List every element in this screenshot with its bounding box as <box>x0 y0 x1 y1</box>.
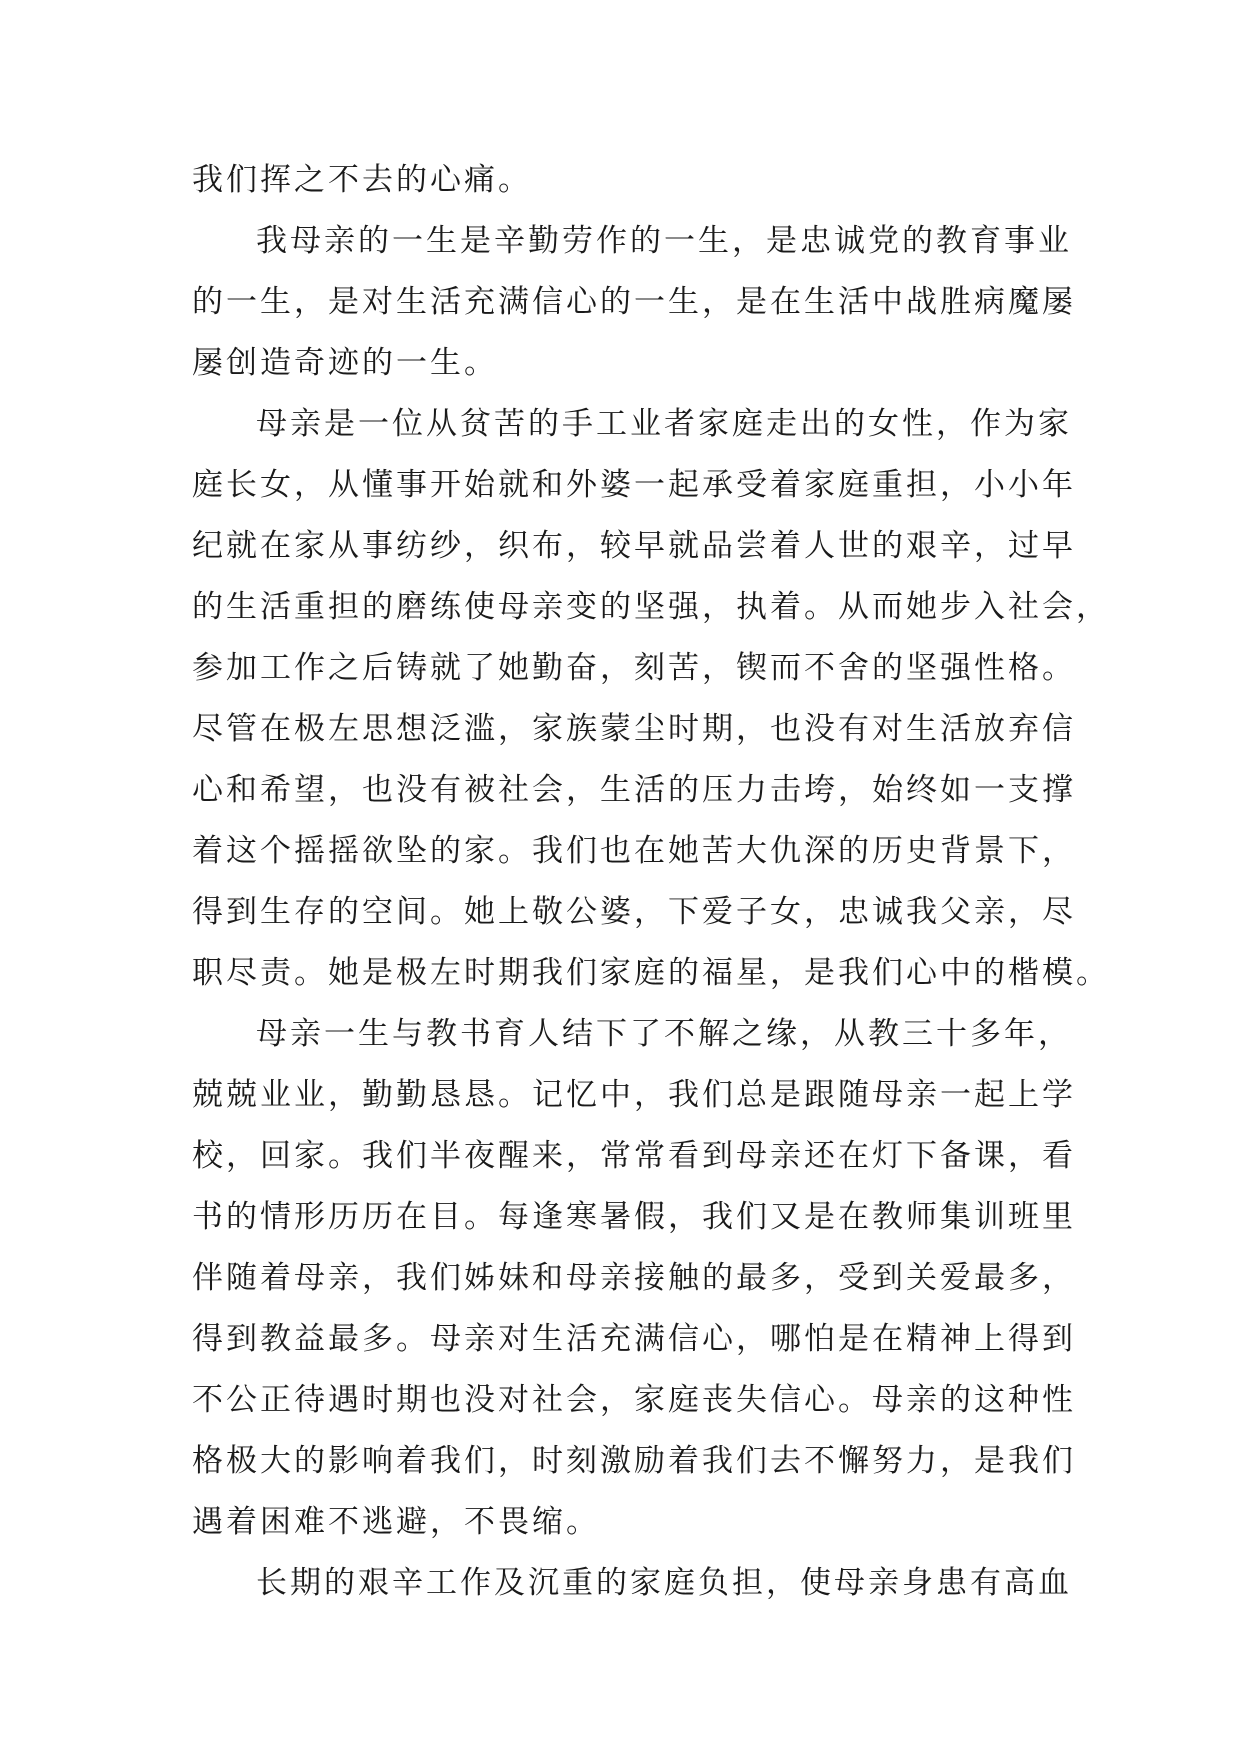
text-line: 书的情形历历在目。每逢寒暑假，我们又是在教师集训班里 <box>192 1199 1076 1235</box>
text-line: 我们挥之不去的心痛。 <box>192 162 532 198</box>
text-line: 的一生，是对生活充满信心的一生，是在生活中战胜病魔屡 <box>192 284 1076 320</box>
paragraph-start-line: 我母亲的一生是辛勤劳作的一生，是忠诚党的教育事业 <box>256 223 1072 259</box>
text-line: 参加工作之后铸就了她勤奋，刻苦，锲而不舍的坚强性格。 <box>192 650 1076 686</box>
text-line: 格极大的影响着我们，时刻激励着我们去不懈努力，是我们 <box>192 1443 1076 1479</box>
text-line: 职尽责。她是极左时期我们家庭的福星，是我们心中的楷模。 <box>192 955 1110 991</box>
text-line: 尽管在极左思想泛滥，家族蒙尘时期，也没有对生活放弃信 <box>192 711 1076 747</box>
text-line: 庭长女，从懂事开始就和外婆一起承受着家庭重担，小小年 <box>192 467 1076 503</box>
text-line: 着这个摇摇欲坠的家。我们也在她苦大仇深的历史背景下， <box>192 833 1076 869</box>
text-line: 心和希望，也没有被社会，生活的压力击垮，始终如一支撑 <box>192 772 1076 808</box>
text-line: 的生活重担的磨练使母亲变的坚强，执着。从而她步入社会， <box>192 589 1110 625</box>
paragraph-start-line: 母亲一生与教书育人结下了不解之缘，从教三十多年， <box>256 1016 1072 1052</box>
text-line: 遇着困难不逃避，不畏缩。 <box>192 1504 600 1540</box>
paragraph-start-line: 长期的艰辛工作及沉重的家庭负担，使母亲身患有高血 <box>256 1565 1072 1601</box>
text-line: 得到生存的空间。她上敬公婆，下爱子女，忠诚我父亲，尽 <box>192 894 1076 930</box>
text-line: 不公正待遇时期也没对社会，家庭丧失信心。母亲的这种性 <box>192 1382 1076 1418</box>
paragraph-start-line: 母亲是一位从贫苦的手工业者家庭走出的女性，作为家 <box>256 406 1072 442</box>
text-line: 兢兢业业，勤勤恳恳。记忆中，我们总是跟随母亲一起上学 <box>192 1077 1076 1113</box>
text-line: 屡创造奇迹的一生。 <box>192 345 498 381</box>
body-text <box>192 150 1110 1614</box>
text-line: 校，回家。我们半夜醒来，常常看到母亲还在灯下备课，看 <box>192 1138 1076 1174</box>
text-line: 伴随着母亲，我们姊妹和母亲接触的最多，受到关爱最多， <box>192 1260 1076 1296</box>
text-line: 得到教益最多。母亲对生活充满信心，哪怕是在精神上得到 <box>192 1321 1076 1357</box>
text-line: 纪就在家从事纺纱，织布，较早就品尝着人世的艰辛，过早 <box>192 528 1076 564</box>
